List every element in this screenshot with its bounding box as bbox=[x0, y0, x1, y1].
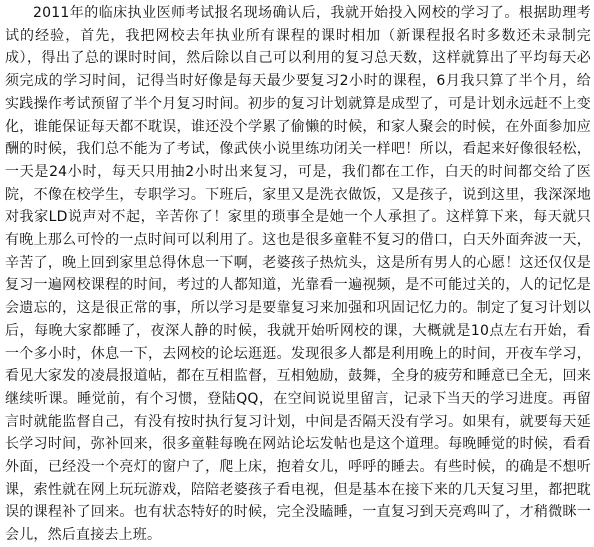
article-paragraph: 2011年的临床执业医师考试报名现场确认后，我就开始投入网校的学习了。根据助理考试的经验，首先，我把网校去年执业所有课程的课时相加（新课程报名时多数还未录制完成），得出了总的课时时间，然后除以自己可以利用的复习总天数，这样就算出了平均每天必须完成的学习时间，记得当时好像是每天最少要复习2小时的课程，6月我只算了半个月，给实践操作考试预留了半个月复习时间。初步的复习计划就算是成型了，可是计划永远赶不上变化，谁能保证每天都不耽误，谁还没个学累了偷懒的时候，和家人聚会的时候，在外面参加应酬的时候，我们总不能为了考试，像武侠小说里练功闭关一样吧！所以，看起来好像很轻松，一天是24小时，每天只用抽2小时出来复习，可是，我们都在工作，白天的时间都交给了医院，不像在校学生，专职学习。下班后，家里又是洗衣做饭，又是孩子，说到这里，我深深地对我家LD说声对不起，辛苦你了！家里的琐事全是她一个人承担了。这样算下来，每天就只有晚上那么可怜的一点时间可以利用了。这也是很多童鞋不复习的借口，白天外面奔波一天，辛苦了，晚上回到家里总得休息一下啊，老婆孩子热炕头，这是所有男人的心愿！这还仅仅是复习一遍网校课程的时间，考过的人都知道，光靠看一遍视频，是不可能过关的，人的记忆是会遗忘的，这是很正常的事，所以学习是要靠复习来加强和巩固记忆力的。制定了复习计划以后，每晚大家都睡了，夜深人静的时候，我就开始听网校的课，大概就是10点左右开始，看一个多小时，休息一下，去网校的论坛逛逛。发现很多人都是利用晚上的时间，开夜车学习，看见大家发的凌晨报道帖，都在互相监督，互相勉励，鼓舞，全身的疲劳和睡意已全无，回来继续听课。睡觉前，有个习惯，登陆QQ，在空间说说里留言，记录下当天的学习进度。再留言时就能监督自己，有没有按时执行复习计划，中间是否隔天没有学习。如果有，就要每天延长学习时间，弥补回来，很多童鞋每晚在网站论坛发帖也是这个道理。每晚睡觉的时候，看看外面，已经没一个亮灯的窗户了，爬上床，抱着女儿，呼呼的睡去。有些时候，的确是不想听课，索性就在网上玩玩游戏，陪陪老婆孩子看电视，但是基本在接下来的几天复习里，都把耽误的课程补了回来。也有状态特好的时候，完全没瞌睡，一直复习到天亮鸡叫了，才稍微眯一会儿，然后直接去上班。 bbox=[5, 5, 591, 544]
